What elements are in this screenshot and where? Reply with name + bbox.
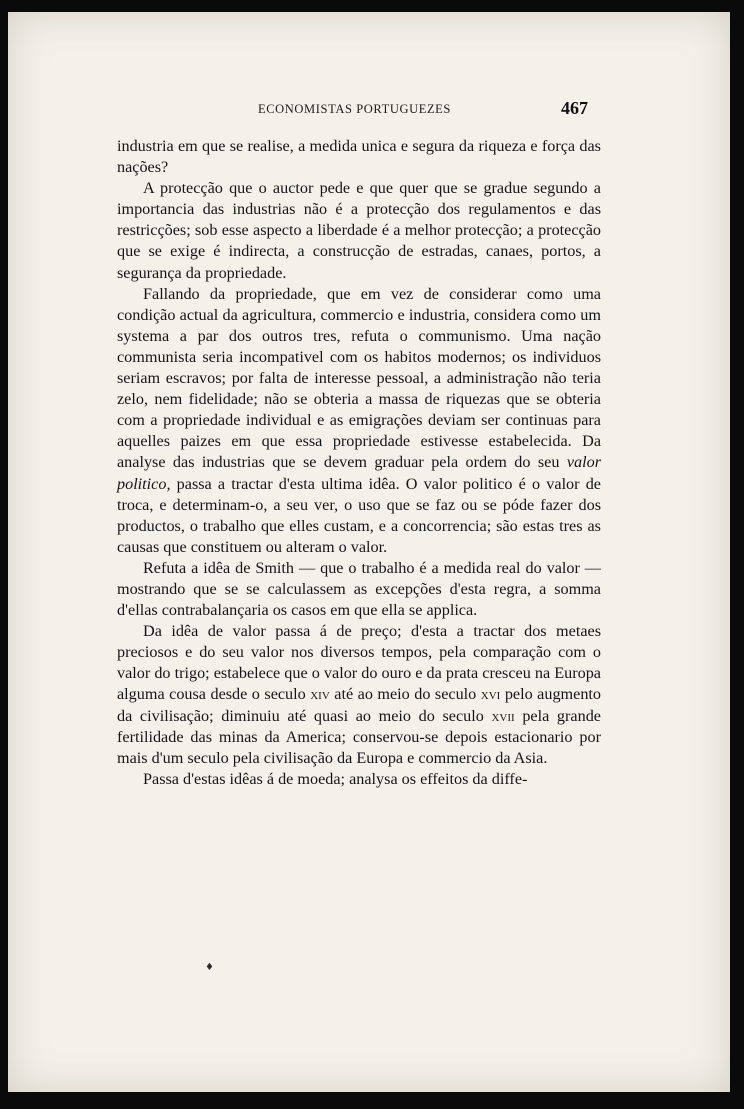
- price-text-4: pela grande fertilidade das minas da America; conservou-se depois estacionario por mais d'um seculo pela civilisação da Europa e commercio da Asia.: [117, 706, 601, 767]
- century-xiv: xiv: [310, 685, 330, 704]
- paragraph-price: [117, 621, 601, 769]
- ink-mark: ♦: [205, 962, 214, 973]
- paragraph-smith: Refuta a idêa de Smith — que o trabalho é a medida real do valor — mostrando que se se calculassem as excepções d'esta regra, a somma d'ellas contrabalançaria os casos em que ella se applica.: [117, 558, 601, 620]
- page-header: [8, 98, 730, 118]
- property-text-2: passa a tractar d'esta ultima idêa. O valor politico é o valor de troca, e determinam-o, a seu ver, o uso que se faz ou se póde fazer dos productos, o trabalho que elles custam, e a concorrencia; são estas tres as causas que constituem ou alteram o valor.: [117, 474, 601, 556]
- body-text: [117, 136, 601, 790]
- book-page: [8, 12, 730, 1092]
- paragraph-continuation: industria em que se realise, a medida unica e segura da riqueza e força das nações?: [117, 137, 601, 177]
- running-head: ECONOMISTAS PORTUGUEZES: [258, 102, 451, 116]
- century-xvii: xvii: [491, 706, 515, 725]
- paragraph-money: Passa d'estas idêas á de moeda; analysa os effeitos da diffe-: [143, 769, 528, 788]
- price-text-1: Da idêa de valor passa á de preço; d'esta a tractar dos metaes preciosos e do seu valor nos diversos tempos, pela comparação com o valor do trigo; estabelece que o valor do ouro e da prata cresceu na Europa alguma cousa desde o seculo: [117, 622, 601, 704]
- page-number: 467: [561, 98, 588, 118]
- price-text-3: pelo augmento da civilisação; diminuiu até quasi ao meio do seculo: [117, 685, 601, 725]
- price-text-2: até ao meio do seculo: [329, 685, 481, 704]
- italic-term: valor politico,: [117, 453, 601, 493]
- paragraph-property: [117, 284, 601, 558]
- paragraph-protection: A protecção que o auctor pede e que quer que se gradue segundo a importancia das industrias não é a protecção dos regulamentos e das restricções; sob esse aspecto a liberdade é a melhor protecção; a protecção que se exige é indirecta, a construcção de estradas, canaes, portos, a segurança da propriedade.: [117, 179, 601, 282]
- property-text-1: Fallando da propriedade, que em vez de considerar como uma condição actual da agricultura, commercio e industria, considera como um systema a par dos outros tres, refuta o communismo. Uma nação communista seria incompativel com os habitos modernos; os individuos seriam escravos; por falta de interesse pessoal, a administração não teria zelo, nem fidelidade; não se obteria a massa de riquezas que se obteria com a propriedade individual e as emigrações deviam ser continuas para aquelles paizes em que essa propriedade estivesse estabelecida. Da analyse das industrias que se devem graduar pela ordem do seu: [117, 284, 601, 472]
- century-xvi: xvi: [480, 685, 501, 704]
